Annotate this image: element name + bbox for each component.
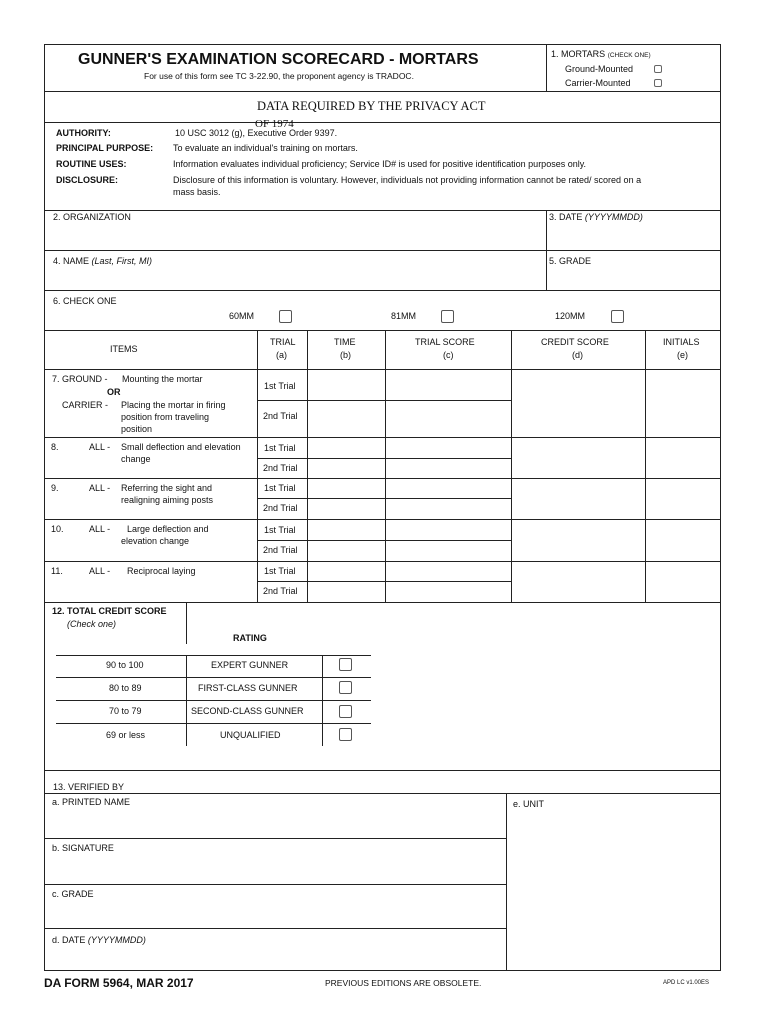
items-header: ITEMS [110,344,138,354]
item9-line1: Referring the sight and [121,483,213,493]
item10-line2: elevation change [121,536,190,546]
verifier-date-field[interactable] [46,948,504,969]
ground-mounted-label: Ground-Mounted [565,64,634,74]
item7-carrier: CARRIER - [62,400,109,410]
trial-header-sub: (a) [276,350,287,360]
date-field[interactable] [548,224,719,248]
item8-number: 8. [51,442,59,452]
rating-first-class-checkbox[interactable] [339,681,352,694]
rating-expert-checkbox[interactable] [339,658,352,671]
carrier-mounted-checkbox[interactable] [654,79,662,87]
caliber-120mm-checkbox[interactable] [611,310,624,323]
trial-score-header: TRIAL SCORE [415,337,475,347]
authority-text: 10 USC 3012 (g), Executive Order 9397. [175,128,338,138]
caliber-81mm-checkbox[interactable] [441,310,454,323]
check-one-label: 6. CHECK ONE [53,296,117,306]
item7-carrier-line2: position from traveling [121,412,210,422]
organization-label: 2. ORGANIZATION [53,212,131,222]
item7-trial2: 2nd Trial [263,411,298,421]
caliber-60mm-checkbox[interactable] [279,310,292,323]
grade-label: 5. GRADE [549,256,592,266]
printed-name-field[interactable] [46,810,504,836]
carrier-mounted-label: Carrier-Mounted [565,78,631,88]
item11-scope: ALL - [89,566,111,576]
verifier-grade-field[interactable] [46,902,504,926]
item9-scope: ALL - [89,483,111,493]
item7-trial1: 1st Trial [264,381,296,391]
date-label: 3. DATE (YYYYMMDD) [549,212,643,222]
caliber-60mm-label: 60MM [229,311,255,321]
rating-name-3: SECOND-CLASS GUNNER [191,706,304,716]
item7-or: OR [107,387,121,397]
rating-second-class-checkbox[interactable] [339,705,352,718]
rating-range-3: 70 to 79 [109,706,142,716]
credit-score-header: CREDIT SCORE [541,337,609,347]
item9-trial1: 1st Trial [264,483,296,493]
verifier-date-label: d. DATE (YYYYMMDD) [52,935,146,945]
name-label: 4. NAME (Last, First, MI) [53,256,153,266]
item10-trial1: 1st Trial [264,525,296,535]
privacy-title: DATA REQUIRED BY THE PRIVACY ACT [257,99,486,113]
item11-line1: Reciprocal laying [127,566,196,576]
item9-number: 9. [51,483,59,493]
item7-number: 7. GROUND - [52,374,108,384]
trial-score-header-sub: (c) [443,350,454,360]
rating-range-4: 69 or less [106,730,146,740]
total-credit-label: 12. TOTAL CREDIT SCORE [52,606,167,616]
time-header: TIME [334,337,356,347]
item10-trial2: 2nd Trial [263,545,298,555]
item10-scope: ALL - [89,524,111,534]
disclosure-text: Disclosure of this information is voluntary. However, individuals not providing information cannot be rated/ scored on a [173,175,642,185]
unit-field[interactable] [508,812,719,969]
rating-name-2: FIRST-CLASS GUNNER [198,683,298,693]
rating-header: RATING [233,633,267,643]
item8-line1: Small deflection and elevation [121,442,241,452]
item8-scope: ALL - [89,442,111,452]
apd-version: APD LC v1.00ES [663,980,710,986]
routine-uses-label: ROUTINE USES: [56,159,127,169]
item10-number: 10. [51,524,64,534]
time-header-sub: (b) [340,350,351,360]
rating-name-1: EXPERT GUNNER [211,660,289,670]
signature-field[interactable] [46,856,504,882]
item11-trial2: 2nd Trial [263,586,298,596]
item8-line2: change [121,454,151,464]
form-number: DA FORM 5964, MAR 2017 [44,976,194,990]
privacy-title-line2: OF 1974 [255,118,294,130]
trial-header: TRIAL [270,337,296,347]
routine-uses-text: Information evaluates individual proficiency; Service ID# is used for positive identification purposes only. [173,159,587,169]
initials-header: INITIALS [663,337,700,347]
disclosure-text-cont: mass basis. [173,187,221,197]
item7-ground-text: Mounting the mortar [122,374,203,384]
rating-range-1: 90 to 100 [106,660,144,670]
disclosure-label: DISCLOSURE: [56,175,119,185]
signature-label: b. SIGNATURE [52,843,114,853]
item11-number: 11. [51,566,63,576]
credit-score-header-sub: (d) [572,350,583,360]
mortars-label: 1. MORTARS (CHECK ONE) [551,49,651,59]
ground-mounted-checkbox[interactable] [654,65,662,73]
caliber-120mm-label: 120MM [555,311,586,321]
form-title: GUNNER'S EXAMINATION SCORECARD - MORTARS [78,51,479,68]
item9-trial2: 2nd Trial [263,503,298,513]
organization-field[interactable] [46,224,544,248]
previous-editions-note: PREVIOUS EDITIONS ARE OBSOLETE. [325,978,482,988]
name-field[interactable] [46,268,544,288]
rating-name-4: UNQUALIFIED [220,730,281,740]
item8-trial2: 2nd Trial [263,463,298,473]
rating-unqualified-checkbox[interactable] [339,728,352,741]
unit-label: e. UNIT [513,799,545,809]
total-check-one: (Check one) [67,619,117,629]
form-subtitle: For use of this form see TC 3-22.90, the proponent agency is TRADOC. [144,71,414,81]
item9-line2: realigning aiming posts [121,495,214,505]
purpose-text: To evaluate an individual's training on mortars. [173,143,358,153]
item8-trial1: 1st Trial [264,443,296,453]
item7-carrier-line1: Placing the mortar in firing [121,400,226,410]
initials-header-sub: (e) [677,350,688,360]
verifier-grade-label: c. GRADE [52,889,94,899]
caliber-81mm-label: 81MM [391,311,417,321]
rating-range-2: 80 to 89 [109,683,142,693]
item10-line1: Large deflection and [127,524,209,534]
item11-trial1: 1st Trial [264,566,296,576]
item7-carrier-line3: position [121,424,153,434]
purpose-label: PRINCIPAL PURPOSE: [56,143,154,153]
authority-label: AUTHORITY: [56,128,111,138]
grade-field[interactable] [548,268,719,288]
printed-name-label: a. PRINTED NAME [52,797,131,807]
verified-by-label: 13. VERIFIED BY [53,782,125,792]
